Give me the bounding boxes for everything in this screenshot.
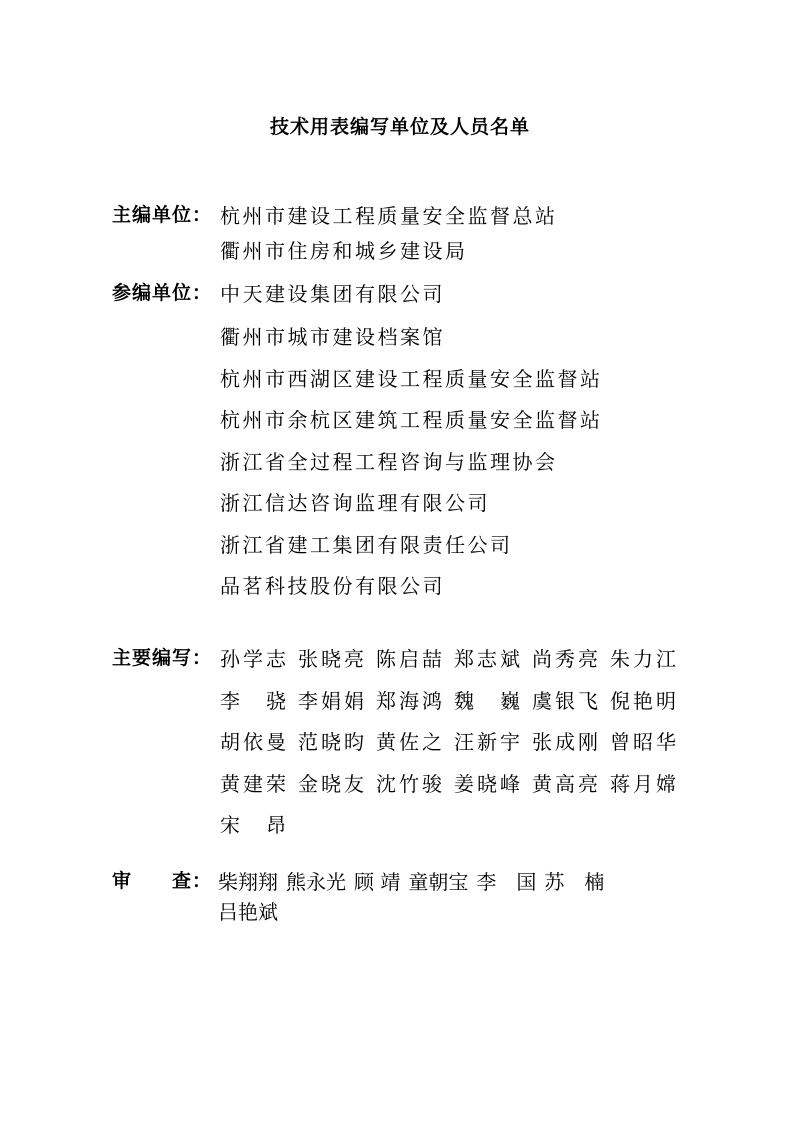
participating-unit: 浙江信达咨询监理有限公司	[220, 491, 490, 515]
writer-name: 魏 巍	[454, 688, 520, 713]
writer-name: 黄建荣	[220, 771, 286, 796]
writer-name: 朱力江	[610, 647, 676, 671]
writer-name: 姜晓峰	[454, 771, 520, 796]
writer-name: 汪新宇	[454, 730, 520, 754]
reviewer-name: 顾 靖	[354, 870, 401, 894]
page-title: 技术用表编写单位及人员名单	[269, 116, 530, 138]
writers-row	[220, 726, 688, 755]
participating-unit: 衢州市城市建设档案馆	[220, 325, 445, 349]
writer-name: 尚秀亮	[532, 647, 598, 671]
writer-name: 黄佐之	[376, 730, 442, 754]
writer-name: 陈启喆	[376, 647, 442, 671]
writer-name: 李 骁	[220, 688, 286, 713]
participating-unit: 中天建设集团有限公司	[220, 282, 445, 306]
reviewer-name: 苏 楠	[544, 870, 605, 894]
participating-unit: 浙江省建工集团有限责任公司	[220, 533, 513, 557]
reviewer-name: 吕艳斌	[218, 900, 278, 924]
writer-name: 李娟娟	[298, 688, 364, 713]
writer-name: 郑海鸿	[376, 688, 442, 713]
main-writers-label: 主要编写：	[112, 647, 213, 669]
reviewers-line-2	[218, 896, 286, 925]
writer-name: 郑志斌	[454, 647, 520, 671]
participating-unit: 杭州市西湖区建设工程质量安全监督站	[220, 367, 603, 391]
reviewer-name: 柴翔翔	[218, 870, 278, 894]
participating-unit: 品茗科技股份有限公司	[220, 574, 445, 598]
participating-unit: 浙江省全过程工程咨询与监理协会	[220, 450, 558, 474]
writer-name: 张成刚	[532, 730, 598, 754]
writer-name: 张晓亮	[298, 647, 364, 671]
reviewers-line-1	[218, 866, 612, 895]
writer-name: 胡依曼	[220, 730, 286, 754]
writer-name: 虞银飞	[532, 688, 598, 713]
participating-units-label: 参编单位：	[112, 282, 213, 304]
chief-unit: 杭州市建设工程质量安全监督总站	[220, 204, 558, 228]
reviewer-name: 李 国	[476, 870, 537, 894]
writer-name: 范晓昀	[298, 730, 364, 754]
writer-name: 金晓友	[298, 771, 364, 796]
writer-name: 宋 昂	[220, 813, 286, 837]
chief-unit: 衢州市住房和城乡建设局	[220, 239, 468, 263]
reviewer-name: 童朝宝	[408, 870, 469, 894]
reviewer-name: 熊永光	[286, 870, 346, 894]
chief-units-label: 主编单位：	[112, 204, 213, 226]
writer-name: 曾昭华	[610, 730, 676, 754]
writer-name: 沈竹骏	[376, 771, 442, 796]
writer-name: 孙学志	[220, 647, 286, 671]
writer-name: 蒋月嫦	[610, 771, 676, 796]
writers-row	[220, 809, 298, 838]
participating-unit: 杭州市余杭区建筑工程质量安全监督站	[220, 408, 603, 432]
reviewers-label: 审 查：	[112, 870, 213, 892]
writers-row	[220, 768, 688, 797]
writers-row	[220, 685, 688, 714]
writer-name: 黄高亮	[532, 771, 598, 796]
writer-name: 倪艳明	[610, 688, 676, 713]
writers-row	[220, 643, 688, 672]
